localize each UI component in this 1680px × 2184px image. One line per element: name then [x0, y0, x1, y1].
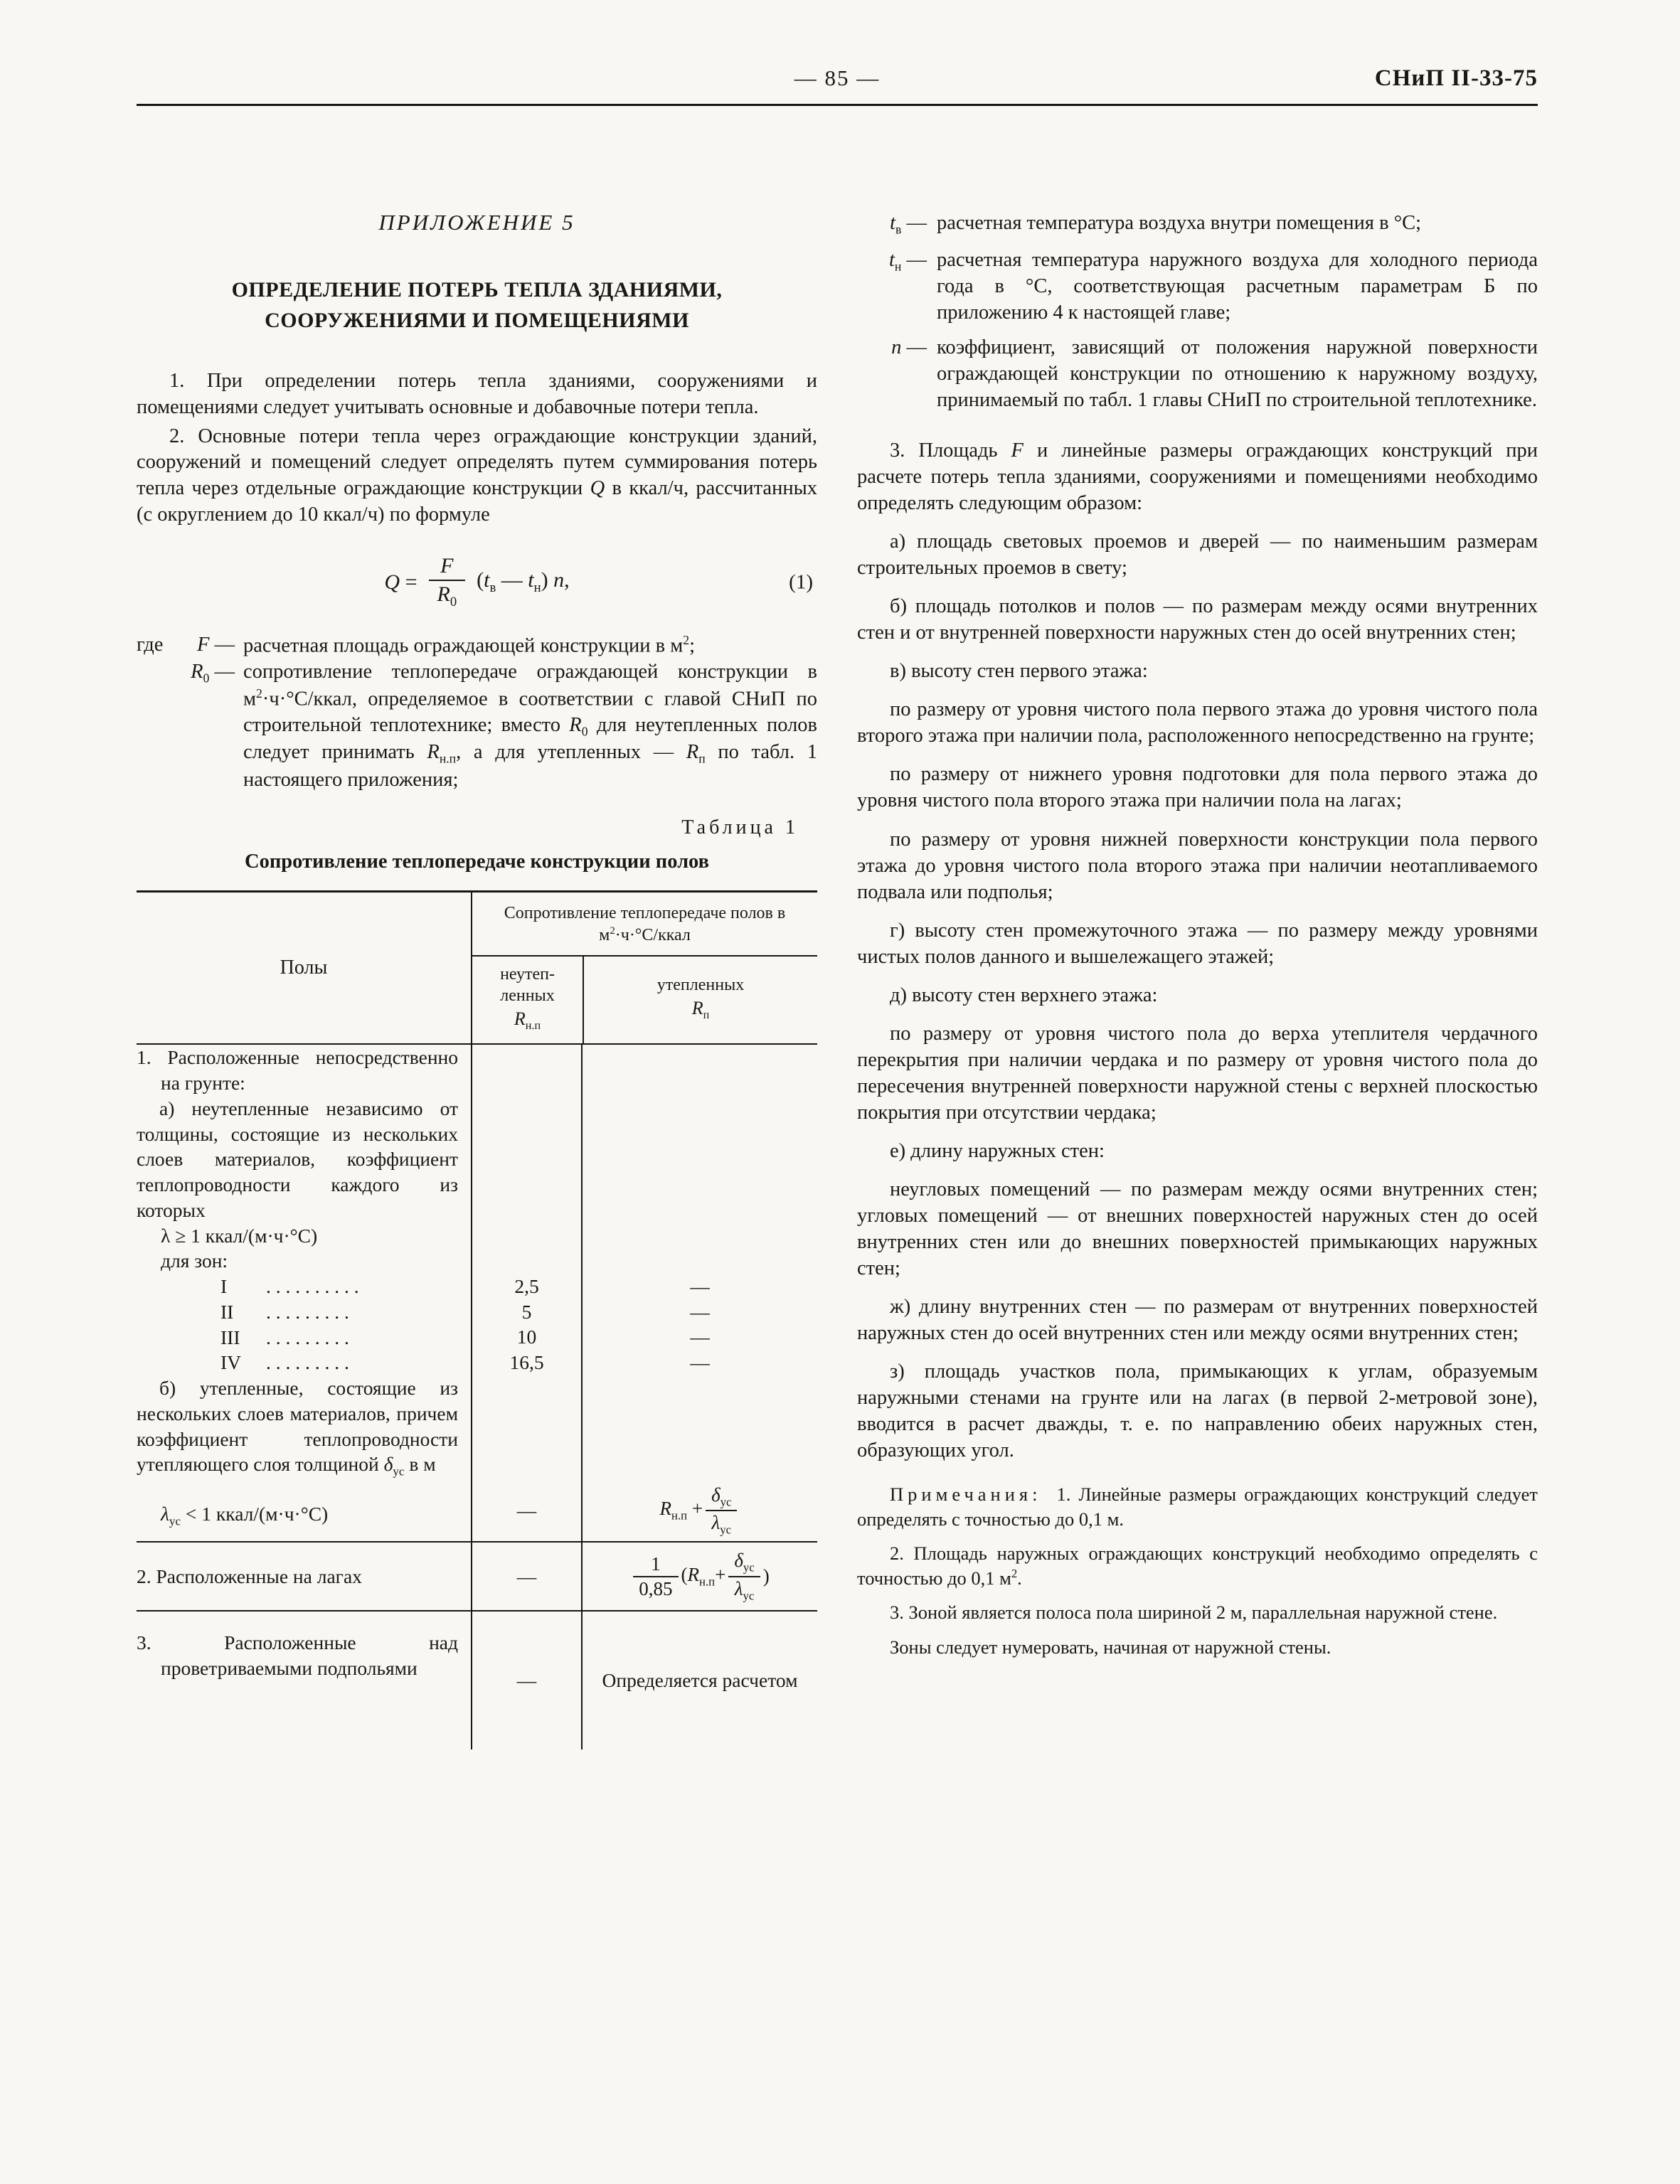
zone-line	[137, 1350, 471, 1375]
paragraph: г) высоту стен промежуточного этажа — по размеру между уровнями чистых полов данного и вышележащего этажей;	[857, 919, 1538, 968]
definition-term: n —	[891, 336, 927, 358]
left-column	[137, 210, 817, 1749]
paragraph: ж) длину внутренних стен — по размерам от внутренних поверхностей наружных стен до осей внутренних стен или между осями внутренних стен;	[857, 1296, 1538, 1345]
zone-name: IV	[220, 1351, 242, 1374]
row2-formula	[581, 1543, 817, 1611]
zone-line	[137, 1299, 471, 1325]
subheader-uninsulated-line2: ленных	[500, 986, 555, 1005]
table-subheader-uninsulated	[472, 957, 583, 1043]
table-cell	[137, 1480, 471, 1541]
paragraph-2: 2. Основные потери тепла через ограждающие конструкции зданий, сооружений и помещений следует определять путем суммирования потерь тепла через отдельные ограждающие конструкции Q в ккал/ч, рассчитанных (с округлением до 10 ккал/ч) по формуле	[137, 425, 817, 526]
table-row-zone-1	[137, 1274, 817, 1299]
formula-mid: ($R_{н.п}+$	[681, 1563, 726, 1589]
paragraph: 3. Площадь F и линейные размеры ограждающих конструкций при расчете потерь тепла зданиями, сооружениями и помещениями необходимо определять следующим образом:	[857, 439, 1538, 515]
formula-pre: $R_{н.п}$ +	[659, 1498, 703, 1523]
zone-name: III	[220, 1326, 240, 1348]
zone-value-uninsulated: 10	[471, 1325, 581, 1351]
header-rule	[137, 104, 1538, 106]
paragraph: з) площадь участков пола, примыкающих к углам, образуемым наружными стенами на грунте или на лагах (в первой 2-метровой зоне), вводится в расчет дважды, т. е. по направлению обеих наружных стен, образующих угол.	[857, 1360, 1538, 1462]
table-row-zone-3	[137, 1325, 817, 1351]
table-row-zone-2	[137, 1299, 817, 1325]
notes-block	[857, 1482, 1538, 1659]
table-cell	[581, 1045, 817, 1274]
row1-zones-label: для зон:	[161, 1250, 228, 1272]
note-3: 3. Зоной является полоса пола шириной 2 м, параллельная наружной стене.	[890, 1602, 1498, 1624]
formula-numerator: $\delta_{ус}$	[734, 1550, 755, 1575]
paragraph: в) высоту стен первого этажа:	[890, 660, 1148, 683]
table-cell	[137, 1612, 471, 1749]
table-subheader-insulated	[583, 957, 817, 1043]
formula-1	[137, 550, 817, 615]
table-header-floors-label: Полы	[280, 956, 328, 979]
formula-denominator: $\lambda_{ус}$	[706, 1510, 737, 1538]
page-header	[137, 65, 1538, 97]
subheader-uninsulated-symbol: $R_{н.п}$	[514, 1008, 541, 1033]
table-row-3	[137, 1610, 817, 1749]
paragraph: е) длину наружных стен:	[890, 1139, 1105, 1162]
definition-tn	[857, 247, 1538, 326]
table-cell	[471, 1045, 581, 1274]
definition-term: $t_н$ —	[889, 248, 927, 274]
subheader-insulated-label: утепленных	[656, 976, 745, 994]
paragraph: б) площадь потолков и полов — по размерам между осями внутренних стен и от внутренней поверхности наружных стен до осей внутренних стен;	[857, 595, 1538, 644]
note-2: 2. Площадь наружных ограждающих конструкций необходимо определять с точностью до 0,1 $м^2$.	[857, 1543, 1538, 1589]
row1-intro: 1. Расположенные непосредственно на грунте:	[137, 1046, 458, 1094]
formula-numerator: $\delta_{ус}$	[711, 1483, 732, 1509]
table-cell	[137, 1543, 471, 1611]
table-cell	[137, 1045, 471, 1274]
formula-fraction	[706, 1483, 737, 1538]
zone-value-insulated: —	[581, 1350, 817, 1375]
page-number: — 85 —	[794, 65, 881, 90]
table-header-resistance: Сопротивление теплопередаче полов в $м^2\cdot ч\cdot^\circ С$/ккал	[472, 893, 817, 957]
table-cell	[581, 1375, 817, 1480]
appendix-label: ПРИЛОЖЕНИЕ 5	[378, 210, 575, 235]
definition-body: расчетная температура воздуха внутри помещения в °С;	[937, 212, 1422, 234]
where-item-R0	[137, 659, 817, 794]
row1-item-a: а) неутепленные независимо от толщины, состоящие из нескольких слоев материалов, коэффициент теплопроводности каждого из которых	[137, 1097, 458, 1221]
note-1	[857, 1482, 1538, 1531]
zone-value-insulated: —	[581, 1274, 817, 1299]
where-item-F	[137, 632, 817, 659]
row3-uninsulated: —	[471, 1612, 581, 1749]
zone-name: I	[220, 1275, 228, 1298]
table-subheaders	[472, 957, 817, 1043]
paragraph: д) высоту стен верхнего этажа:	[890, 984, 1158, 1006]
formula-numerator: F	[440, 554, 454, 578]
row1-lambda-b-formula	[581, 1480, 817, 1541]
zone-value-insulated: —	[581, 1325, 817, 1351]
row3-label: 3. Расположенные над проветриваемыми подпольями	[137, 1631, 458, 1680]
definition-body: расчетная температура наружного воздуха для холодного периода года в °С, соответствующая расчетным параметрам Б по приложению 4 к настоящей главе;	[937, 248, 1538, 324]
zone-line	[137, 1325, 471, 1351]
table-row	[137, 1045, 817, 1274]
zone-name: II	[220, 1300, 234, 1323]
table-title: Сопротивление теплопередаче конструкции полов	[244, 850, 709, 873]
row1-lambda-a: λ ≥ 1 ккал/(м·ч·°С)	[161, 1224, 318, 1247]
paragraph-1: 1. При определении потерь тепла зданиями, сооружениями и помещениями следует учитывать основные и добавочные потери тепла.	[137, 370, 817, 418]
table-row-2	[137, 1541, 817, 1611]
paragraph: по размеру от уровня нижней поверхности конструкции пола первого этажа до уровня чистого пола второго этажа при наличии неотапливаемого подвала или подполья;	[857, 828, 1538, 903]
where-term: F —	[196, 633, 235, 656]
formula-lhs: Q =	[384, 570, 418, 594]
zone-dots: . . . . . . . . .	[266, 1300, 349, 1323]
where-body: сопротивление теплопередаче ограждающей конструкции в $м^2\cdot ч\cdot^\circ С$/ккал, определяемое в соответствии с главой СНиП по строительной теплотехнике; вместо $R_0$ для неутепленных полов следует принимать $R_{н.п}$, а для утепленных — $R_п$ по табл. 1 настоящего приложения;	[243, 660, 817, 791]
formula-fraction	[633, 1552, 678, 1599]
formula-numerator: 1	[651, 1553, 661, 1575]
zone-value-uninsulated: 16,5	[471, 1350, 581, 1375]
where-body: расчетная площадь ограждающей конструкции в $м^2$;	[243, 632, 696, 657]
floors-resistance-table	[137, 890, 817, 1749]
table-row-lambda-b	[137, 1480, 817, 1541]
formula-number: (1)	[789, 570, 813, 594]
title-line-2: СООРУЖЕНИЯМИ И ПОМЕЩЕНИЯМИ	[265, 308, 689, 332]
definition-body: коэффициент, зависящий от положения наружной поверхности ограждающей конструкции по отношению к наружному воздуху, принимаемый по табл. 1 главы СНиП по строительной теплотехнике.	[937, 336, 1538, 411]
row3-insulated: Определяется расчетом	[581, 1612, 817, 1749]
subheader-insulated-symbol: $R_п$	[691, 998, 710, 1022]
subheader-uninsulated-line1: неутеп-	[500, 965, 555, 984]
row1-item-b: б) утепленные, состоящие из нескольких слоев материалов, причем коэффициент теплопроводности утепляющего слоя толщиной $\delta_{ус}$ в м	[137, 1377, 458, 1479]
doc-code: СНиП II-33-75	[1374, 65, 1538, 91]
paragraph: неугловых помещений — по размерам между осями внутренних стен; угловых помещений — от внешних поверхностей наружных стен до осей внутренних стен или до внешних поверхностей примыкающих наружных стен;	[857, 1178, 1538, 1280]
table-header	[137, 893, 817, 1045]
table-header-right	[471, 893, 817, 1044]
paragraph: по размеру от нижнего уровня подготовки для пола первого этажа до уровня чистого пола второго этажа при наличии пола на лагах;	[857, 763, 1538, 812]
formula-denominator: $R_0$	[429, 580, 466, 612]
zone-value-uninsulated: 2,5	[471, 1274, 581, 1299]
right-column	[857, 210, 1538, 1659]
paragraph: по размеру от уровня чистого пола до верха утеплителя чердачного перекрытия при наличии чердака и по размеру от уровня чистого пола до пересечения внутренней поверхности наружной стены с верхней плоскостью покрытия при отсутствии чердака;	[857, 1022, 1538, 1124]
table-cell	[471, 1375, 581, 1480]
zone-value-insulated: —	[581, 1299, 817, 1325]
formula-denominator: $\lambda_{ус}$	[728, 1576, 760, 1604]
note-1-text: 1. Линейные размеры ограждающих конструкций следует определять с точностью до 0,1 м.	[857, 1483, 1538, 1530]
table-cell	[137, 1375, 471, 1480]
zone-line	[137, 1274, 471, 1299]
table-body	[137, 1045, 817, 1749]
formula-close: )	[762, 1565, 770, 1587]
paragraph: а) площадь световых проемов и дверей — по наименьшим размерам строительных проемов в свету;	[857, 531, 1538, 580]
notes-label: Примечания:	[890, 1483, 1042, 1506]
formula-fraction	[429, 553, 466, 611]
paragraph: по размеру от уровня чистого пола первого этажа до уровня чистого пола второго этажа при наличии пола, расположенного непосредственно на грунте;	[857, 698, 1538, 747]
zone-dots: . . . . . . . . .	[266, 1351, 349, 1374]
where-term: $R_0$ —	[191, 660, 235, 686]
table-label: Таблица 1	[681, 816, 799, 838]
table-header-floors	[137, 893, 471, 1044]
zone-value-uninsulated: 5	[471, 1299, 581, 1325]
row1-lambda-b: $\lambda_{ус} < 1$ ккал/(м·ч·°С)	[161, 1503, 329, 1528]
formula-denominator: 0,85	[633, 1576, 678, 1600]
zone-dots: . . . . . . . . . .	[266, 1275, 359, 1298]
where-lead: где	[137, 633, 164, 656]
table-row-zone-4	[137, 1350, 817, 1375]
formula-fraction	[728, 1549, 760, 1603]
zone-dots: . . . . . . . . .	[266, 1326, 349, 1348]
formula-rhs: ($t_в$ — $t_н$) n,	[477, 568, 570, 596]
title-line-1: ОПРЕДЕЛЕНИЕ ПОТЕРЬ ТЕПЛА ЗДАНИЯМИ,	[231, 278, 723, 302]
definition-tv	[857, 210, 1538, 238]
note-4: Зоны следует нумеровать, начиная от наружной стены.	[890, 1636, 1331, 1658]
columns	[137, 210, 1538, 1749]
page-title	[137, 275, 817, 336]
row2-uninsulated: —	[471, 1543, 581, 1611]
row2-label: 2. Расположенные на лагах	[137, 1565, 362, 1587]
row1-lambda-b-uninsulated: —	[471, 1480, 581, 1541]
definition-n	[857, 334, 1538, 413]
formula-1-body	[384, 553, 569, 611]
table-row	[137, 1375, 817, 1480]
where-list	[137, 632, 817, 794]
definition-term: $t_в$ —	[890, 212, 927, 237]
